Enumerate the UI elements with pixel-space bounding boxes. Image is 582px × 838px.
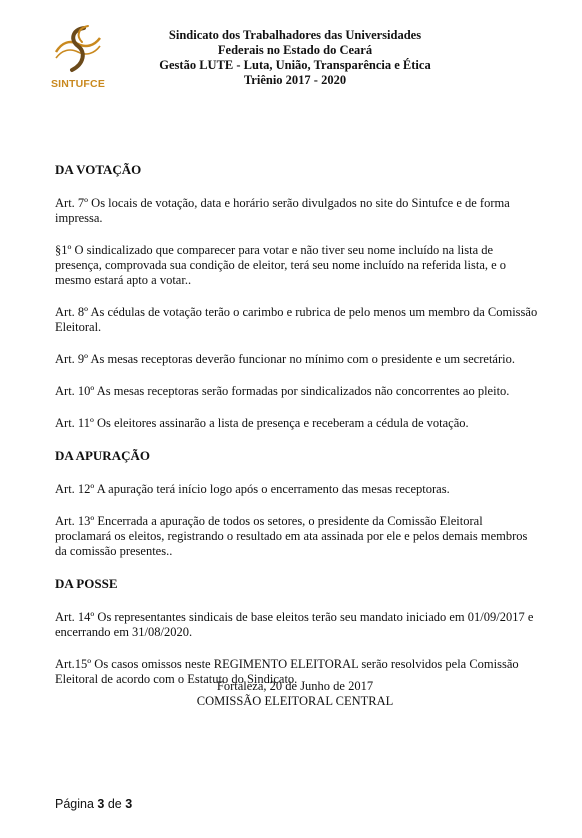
page-label: Página bbox=[55, 797, 94, 811]
article-12: Art. 12º A apuração terá início logo após o encerramento das mesas receptoras. bbox=[55, 482, 450, 496]
page-total: 3 bbox=[125, 797, 133, 811]
article-15: Art.15º Os casos omissos neste REGIMENTO ELEITORAL serão resolvidos pela Comissão Eleitoral de acordo com o Estatuto do Sindicato. bbox=[55, 657, 519, 686]
article-10: Art. 10º As mesas receptoras serão formadas por sindicalizados não concorrentes ao pleito. bbox=[55, 384, 510, 398]
paragraph-1: §1º O sindicalizado que comparecer para votar e não tiver seu nome incluído na lista de presença, comprovada sua condição de eleitor, terá seu nome incluído na referida lista, e o mesmo estará apto a votar.. bbox=[55, 243, 507, 287]
article-9: Art. 9º As mesas receptoras deverão funcionar no mínimo com o presidente e um secretário. bbox=[55, 352, 515, 366]
article-13: Art. 13º Encerrada a apuração de todos os setores, o presidente da Comissão Eleitoral proclamará os eleitos, registrando o resultado em ata assinada por ele e pelos demais membros da comissão presentes.. bbox=[55, 514, 528, 558]
page-separator: de bbox=[107, 797, 122, 811]
header-line-1: Sindicato dos Trabalhadores das Universidades bbox=[168, 28, 422, 42]
page-current: 3 bbox=[97, 797, 105, 811]
section-title-votacao: DA VOTAÇÃO bbox=[55, 162, 142, 177]
signature-line: COMISSÃO ELEITORAL CENTRAL bbox=[196, 694, 394, 708]
header-line-3: Gestão LUTE - Luta, União, Transparência e Ética bbox=[159, 58, 431, 72]
closing-block bbox=[130, 679, 460, 709]
article-7: Art. 7º Os locais de votação, data e horário serão divulgados no site do Sintufce e de forma impressa. bbox=[55, 196, 510, 225]
place-date: Fortaleza, 20 de Junho de 2017 bbox=[216, 679, 374, 693]
article-14: Art. 14º Os representantes sindicais de base eleitos terão seu mandato iniciado em 01/09/2017 e encerrando em 31/08/2020. bbox=[55, 610, 534, 639]
document-body bbox=[55, 162, 540, 704]
sintufce-logo bbox=[48, 22, 108, 90]
page-number bbox=[55, 797, 132, 811]
logo-text: SINTUFCE bbox=[50, 78, 106, 90]
document-header bbox=[130, 28, 460, 88]
section-title-apuracao: DA APURAÇÃO bbox=[55, 448, 150, 463]
article-11: Art. 11º Os eleitores assinarão a lista de presença e receberam a cédula de votação. bbox=[55, 416, 469, 430]
sintufce-emblem-icon bbox=[48, 22, 108, 78]
section-title-posse: DA POSSE bbox=[55, 576, 118, 591]
header-line-2: Federais no Estado do Ceará bbox=[217, 43, 373, 57]
header-line-4: Triênio 2017 - 2020 bbox=[243, 73, 347, 87]
article-8: Art. 8º As cédulas de votação terão o carimbo e rubrica de pelo menos um membro da Comissão Eleitoral. bbox=[55, 305, 538, 334]
